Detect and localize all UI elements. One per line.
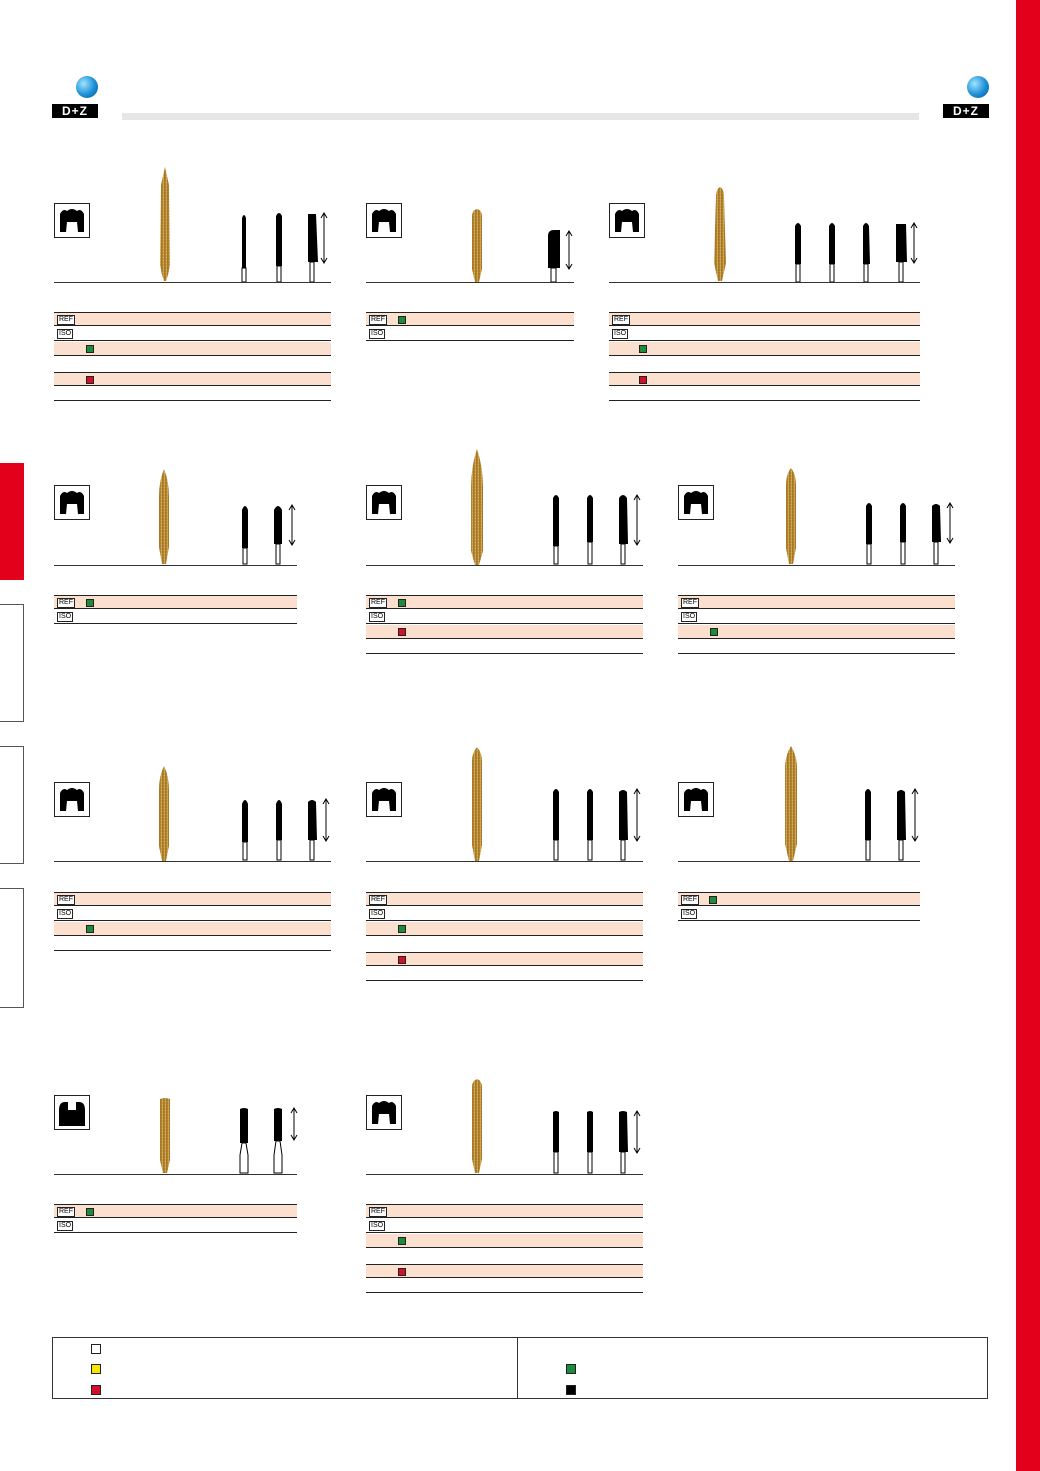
green-swatch (710, 628, 718, 636)
bur-image (778, 466, 804, 566)
logo-ball-icon (967, 76, 989, 98)
bur-profiles (232, 796, 332, 862)
bur-profiles (543, 492, 643, 566)
bur-profiles (232, 1105, 304, 1175)
iso-tag: ISO (371, 613, 384, 620)
ref-row (54, 1204, 297, 1218)
red-row (54, 372, 331, 386)
bur-image (464, 207, 490, 283)
iso-row (366, 610, 643, 624)
green-swatch (398, 1237, 406, 1245)
ref-row (54, 892, 331, 906)
logo-text: D+Z (52, 104, 98, 118)
bur-profiles (540, 228, 580, 284)
ref-row (366, 892, 643, 906)
bur-image (707, 185, 733, 283)
ref-tag: REF (371, 1208, 385, 1215)
green-swatch (566, 1364, 576, 1374)
section-tab-active[interactable] (0, 463, 24, 580)
yellow-swatch (91, 1364, 101, 1374)
tooth-cavity-icon (54, 1095, 90, 1130)
iso-row (366, 327, 574, 341)
bur-profiles (232, 502, 304, 566)
blank-row (678, 640, 955, 654)
divider (678, 565, 955, 566)
ref-tag: REF (371, 316, 385, 323)
ref-tag: REF (59, 599, 73, 606)
red-swatch (398, 956, 406, 964)
ref-row (366, 312, 574, 326)
tooth-crown-icon (366, 485, 402, 520)
iso-row (54, 610, 297, 624)
red-swatch (398, 1268, 406, 1276)
section-tab-2[interactable] (0, 604, 24, 722)
green-swatch (86, 925, 94, 933)
blank-row (366, 1249, 643, 1263)
black-swatch (566, 1385, 576, 1395)
blank-row (54, 357, 331, 371)
blank-row (366, 937, 643, 951)
green-row (609, 342, 920, 356)
iso-tag: ISO (59, 910, 72, 917)
bur-image (150, 165, 180, 282)
ref-tag: REF (371, 599, 385, 606)
divider (54, 1174, 297, 1175)
divider (54, 861, 331, 862)
bur-image (152, 1096, 178, 1175)
ref-tag: REF (59, 1208, 73, 1215)
green-swatch (86, 599, 94, 607)
green-swatch (398, 316, 406, 324)
iso-tag: ISO (59, 1222, 72, 1229)
green-swatch (398, 925, 406, 933)
green-row (366, 1234, 643, 1248)
iso-row (609, 327, 920, 341)
blank-row (54, 937, 331, 951)
iso-tag: ISO (59, 330, 72, 337)
tooth-crown-icon (609, 203, 645, 238)
tooth-crown-icon (366, 1095, 402, 1130)
bur-profiles (543, 1108, 643, 1175)
bur-image (464, 1077, 490, 1175)
green-swatch (86, 1208, 94, 1216)
iso-row (54, 1219, 297, 1233)
bur-image (151, 764, 177, 863)
ref-tag: REF (59, 316, 73, 323)
tooth-crown-icon (54, 782, 90, 817)
red-swatch (639, 376, 647, 384)
iso-row (54, 907, 331, 921)
tooth-crown-icon (54, 485, 90, 520)
ref-row (609, 312, 920, 326)
ref-tag: REF (614, 316, 628, 323)
white-swatch (91, 1344, 101, 1354)
blank-row (366, 1279, 643, 1293)
iso-row (366, 1219, 643, 1233)
bur-profiles (856, 500, 956, 566)
ref-tag: REF (371, 896, 385, 903)
ref-row (366, 1204, 643, 1218)
divider (678, 861, 920, 862)
bur-profiles (543, 786, 643, 862)
green-swatch (86, 345, 94, 353)
iso-tag: ISO (371, 910, 384, 917)
legend-divider (517, 1338, 518, 1398)
ref-tag: REF (59, 896, 73, 903)
divider (609, 282, 920, 283)
ref-tag: REF (683, 599, 697, 606)
ref-row (54, 595, 297, 609)
header-rule (122, 113, 919, 120)
legend-box (52, 1337, 988, 1399)
page-edge-bar (1016, 0, 1040, 1471)
divider (54, 565, 297, 566)
iso-tag: ISO (371, 1222, 384, 1229)
tooth-crown-icon (366, 782, 402, 817)
iso-row (366, 907, 643, 921)
divider (366, 861, 643, 862)
logo-ball-icon (76, 76, 98, 98)
iso-row (678, 610, 955, 624)
ref-row (54, 312, 331, 326)
divider (366, 282, 574, 283)
ref-tag: REF (683, 896, 697, 903)
divider (366, 1174, 643, 1175)
tooth-crown-icon (678, 485, 714, 520)
bur-image (462, 447, 492, 567)
logo-text: D+Z (943, 104, 989, 118)
bur-image (464, 745, 490, 863)
blank-row (54, 387, 331, 401)
brand-logo-right (943, 74, 989, 118)
green-row (54, 342, 331, 356)
green-row (54, 922, 331, 936)
tooth-crown-icon (366, 203, 402, 238)
iso-tag: ISO (683, 613, 696, 620)
red-row (366, 1264, 643, 1278)
ref-row (678, 595, 955, 609)
blank-row (609, 357, 920, 371)
green-swatch (639, 345, 647, 353)
bur-profiles (232, 210, 332, 284)
ref-row (678, 892, 920, 906)
red-row (609, 372, 920, 386)
green-row (678, 625, 955, 639)
bur-image (776, 744, 806, 863)
iso-tag: ISO (371, 330, 384, 337)
bur-profiles (786, 220, 926, 284)
brand-logo-left (52, 74, 98, 118)
iso-tag: ISO (683, 910, 696, 917)
iso-tag: ISO (614, 330, 627, 337)
tooth-crown-icon (678, 782, 714, 817)
red-swatch (398, 628, 406, 636)
green-swatch (709, 896, 717, 904)
red-row (366, 952, 643, 966)
iso-row (678, 907, 920, 921)
iso-row (54, 327, 331, 341)
section-tab-4[interactable] (0, 888, 24, 1008)
blank-row (366, 967, 643, 981)
section-tab-3[interactable] (0, 746, 24, 864)
red-swatch (91, 1385, 101, 1395)
blank-row (609, 387, 920, 401)
green-row (366, 922, 643, 936)
blank-row (366, 640, 643, 654)
bur-image (151, 467, 177, 566)
bur-profiles (855, 786, 925, 862)
tooth-crown-icon (54, 203, 90, 238)
green-swatch (398, 599, 406, 607)
divider (54, 282, 331, 283)
divider (366, 565, 643, 566)
ref-row (366, 595, 643, 609)
red-row (366, 625, 643, 639)
red-swatch (86, 376, 94, 384)
iso-tag: ISO (59, 613, 72, 620)
